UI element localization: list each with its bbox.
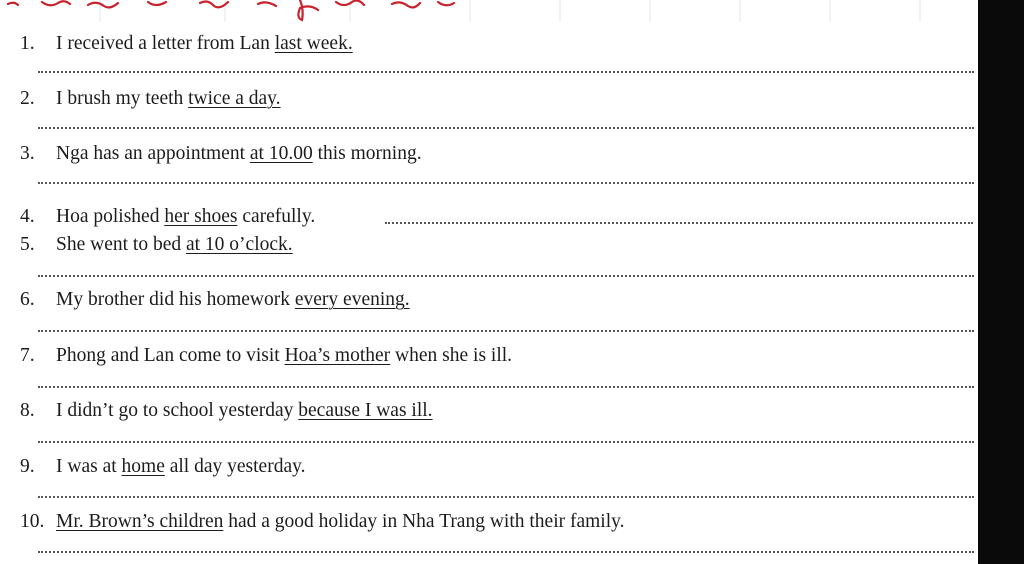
answer-line-9[interactable]: [38, 496, 974, 498]
underlined-phrase: twice a day.: [188, 88, 281, 109]
answer-line-1[interactable]: [38, 71, 974, 73]
question-9: [20, 455, 305, 479]
question-3: [20, 142, 422, 166]
underlined-phrase: at 10 o’clock.: [185, 234, 293, 255]
question-text: Nga has an appointment: [56, 143, 250, 164]
question-text: Phong and Lan come to visit: [56, 345, 285, 366]
question-10: [20, 510, 625, 534]
question-number: 2.: [20, 88, 35, 109]
question-text: Hoa polished: [56, 206, 165, 227]
underlined-phrase: every evening.: [294, 289, 410, 310]
answer-line-7[interactable]: [38, 386, 974, 388]
answer-line-4[interactable]: [385, 222, 973, 224]
question-number: 4.: [20, 206, 35, 227]
question-6: [20, 288, 410, 312]
answer-line-3[interactable]: [38, 182, 974, 184]
question-number: 9.: [20, 456, 35, 477]
question-text-end: all day yesterday.: [164, 456, 306, 477]
question-8: [20, 399, 433, 423]
question-7: [20, 344, 512, 368]
question-text: I brush my teeth: [56, 88, 189, 109]
question-2: [20, 87, 281, 111]
underlined-phrase: at 10.00: [249, 143, 313, 164]
question-text: I didn’t go to school yesterday: [56, 400, 299, 421]
question-number: 1.: [20, 33, 35, 54]
question-text-end: this morning.: [312, 143, 422, 164]
underlined-phrase: home: [121, 456, 165, 477]
handwriting-strip: [0, 0, 978, 22]
answer-line-5[interactable]: [38, 275, 974, 277]
question-number: 5.: [20, 234, 35, 255]
red-handwriting-mark: [8, 0, 454, 20]
question-number: 6.: [20, 289, 35, 310]
question-text-end: carefully.: [237, 206, 316, 227]
question-number: 10.: [20, 511, 45, 532]
question-text: She went to bed: [56, 234, 186, 255]
question-text-end: when she is ill.: [390, 345, 513, 366]
dark-border: [978, 0, 1024, 564]
underlined-phrase: her shoes: [164, 206, 238, 227]
question-text-end: had a good holiday in Nha Trang with their family.: [223, 511, 625, 532]
underlined-phrase: because I was ill.: [298, 400, 433, 421]
question-number: 3.: [20, 143, 35, 164]
question-text: I received a letter from Lan: [56, 33, 275, 54]
answer-line-6[interactable]: [38, 330, 974, 332]
answer-line-2[interactable]: [38, 127, 974, 129]
question-number: 8.: [20, 400, 35, 421]
underlined-phrase: last week.: [274, 33, 353, 54]
question-text: My brother did his homework: [56, 289, 295, 310]
underlined-phrase: Mr. Brown’s children: [56, 511, 224, 532]
answer-line-10[interactable]: [38, 551, 974, 553]
underlined-phrase: Hoa’s mother: [284, 345, 391, 366]
question-4: [20, 205, 315, 229]
answer-line-8[interactable]: [38, 441, 974, 443]
question-text: I was at: [56, 456, 122, 477]
question-5: [20, 233, 293, 257]
question-1: [20, 32, 353, 56]
question-number: 7.: [20, 345, 35, 366]
